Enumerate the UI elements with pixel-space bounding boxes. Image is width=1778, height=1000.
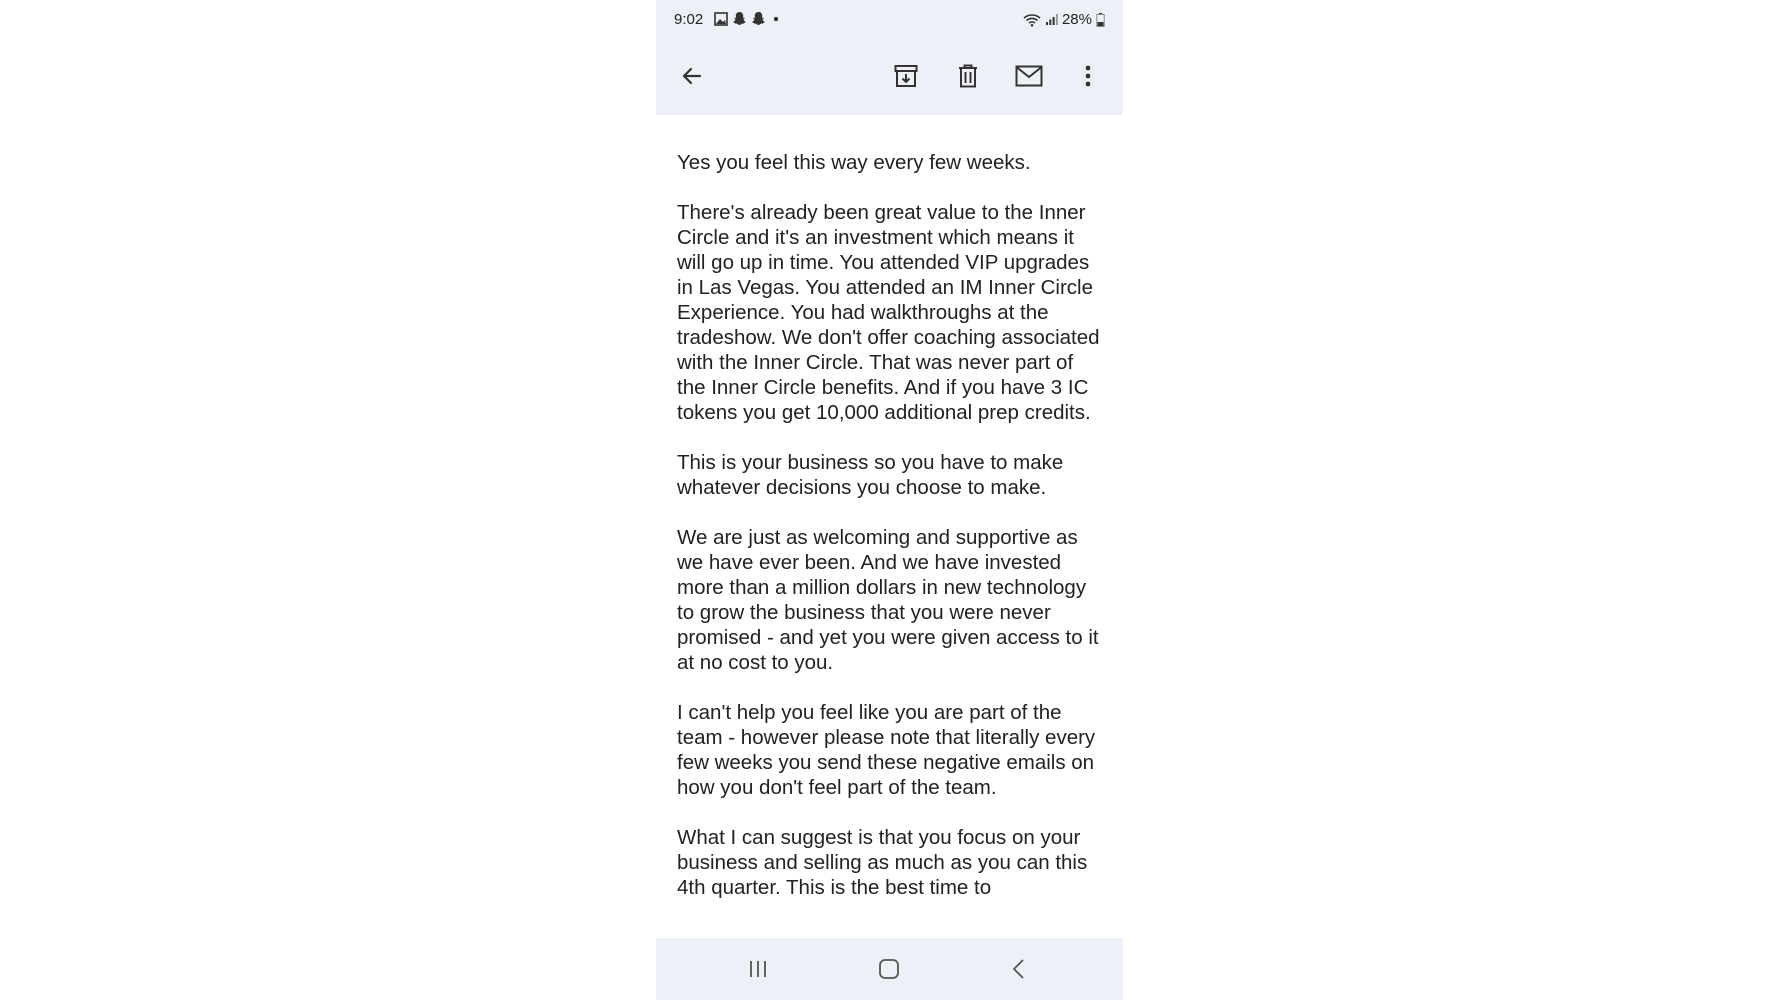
home-icon <box>878 958 900 980</box>
back-arrow-icon <box>680 64 704 88</box>
status-bar <box>656 0 1123 40</box>
image-icon <box>714 12 728 26</box>
delete-button[interactable] <box>950 58 986 94</box>
more-vert-icon <box>1084 64 1092 88</box>
recent-apps-button[interactable] <box>738 954 778 984</box>
email-body <box>677 150 1107 938</box>
system-back-button[interactable] <box>999 954 1039 984</box>
system-nav-bar <box>656 938 1123 1000</box>
email-paragraph: I can't help you feel like you are part of the team - however please note that literally every few weeks you send these negative emails on how you don't feel part of the team. <box>677 701 1096 799</box>
signal-icon <box>1045 13 1058 26</box>
wifi-icon <box>1023 13 1041 27</box>
trash-icon <box>956 63 980 89</box>
archive-icon <box>893 63 919 89</box>
email-paragraph: There's already been great value to the Inner Circle and it's an investment which means it will go up in time. You attended VIP upgrades in Las Vegas. You attended an IM Inner Circle Experience. You had walkthroughs at the tradeshow. We don't offer coaching associated with the Inner Circle. That was never part of the Inner Circle benefits. And if you have 3 IC tokens you get 10,000 additional prep credits. <box>677 201 1100 424</box>
back-icon <box>1011 958 1027 980</box>
phone-screen <box>656 0 1123 1000</box>
snapchat-icon <box>732 11 747 26</box>
snapchat-icon <box>751 11 766 26</box>
notification-icons <box>714 11 782 26</box>
email-paragraph: We are just as welcoming and supportive as we have ever been. And we have invested more than a million dollars in new technology to grow the business that you were never promised - and yet you were given access to it at no cost to you. <box>677 526 1099 674</box>
email-paragraph: Yes you feel this way every few weeks. <box>677 151 1031 174</box>
email-paragraph: What I can suggest is that you focus on your business and selling as much as you can this 4th quarter. This is the best time to <box>677 826 1088 899</box>
mail-unread-icon <box>1015 65 1043 87</box>
recent-apps-icon <box>747 959 769 979</box>
archive-button[interactable] <box>888 58 924 94</box>
email-toolbar <box>656 40 1123 115</box>
system-icons <box>1023 11 1105 28</box>
mark-unread-button[interactable] <box>1011 58 1047 94</box>
status-time: 9:02 <box>674 11 704 28</box>
dot-icon <box>770 13 782 25</box>
more-options-button[interactable] <box>1070 58 1106 94</box>
battery-percent: 28% <box>1061 11 1092 28</box>
email-paragraph: This is your business so you have to make whatever decisions you choose to make. <box>677 451 1064 499</box>
battery-icon <box>1096 13 1105 27</box>
home-button[interactable] <box>869 954 909 984</box>
back-button[interactable] <box>674 58 710 94</box>
